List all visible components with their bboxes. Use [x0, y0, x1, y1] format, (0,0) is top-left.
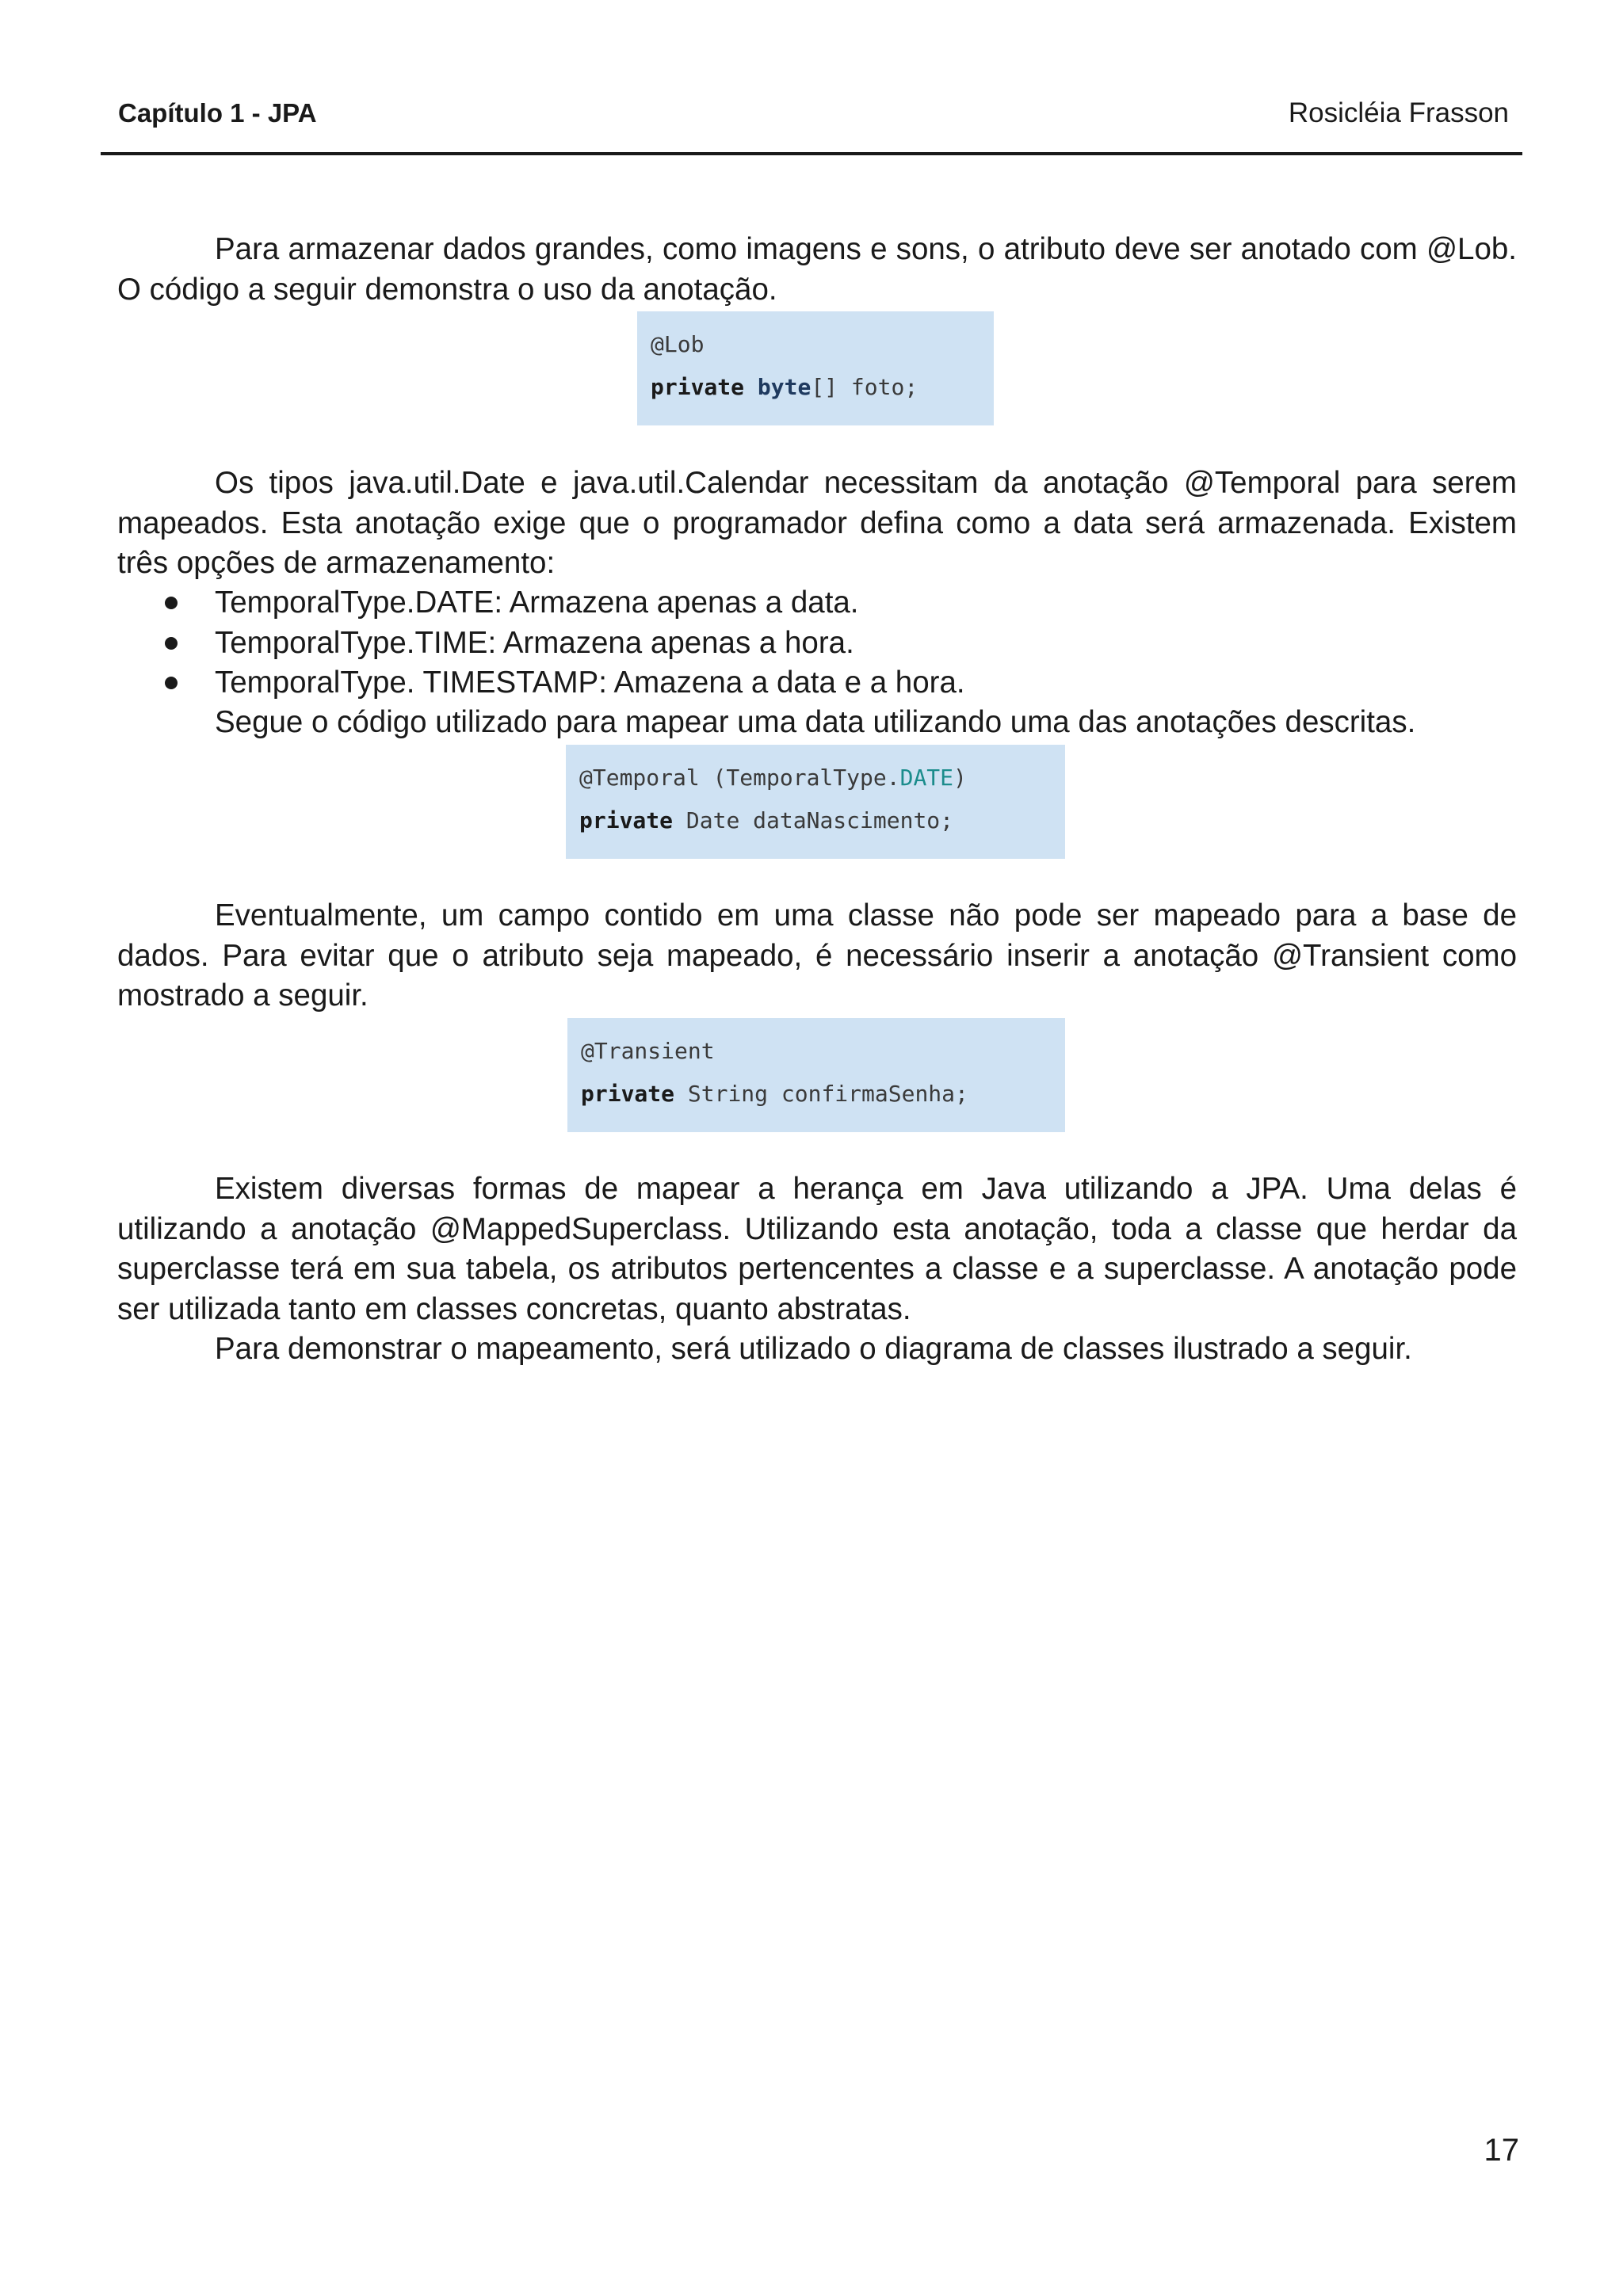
code-line — [579, 799, 1065, 842]
code-line — [581, 1030, 1065, 1073]
bullet-icon — [165, 677, 178, 689]
temporal-type-list — [117, 583, 1517, 704]
code-keyword: private — [581, 1081, 675, 1107]
paragraph-lob-intro: Para armazenar dados grandes, como imagens e sons, o atributo deve ser anotado com @Lob. O código a seguir demonstra o uso da anotação. — [117, 232, 1517, 307]
page-number: 17 — [1484, 2133, 1519, 2168]
code-block-lob — [637, 311, 994, 425]
code-block-temporal — [566, 745, 1065, 859]
code-line — [651, 366, 994, 409]
code-text: ) — [953, 765, 967, 791]
list-item — [117, 624, 1517, 664]
list-item — [117, 583, 1517, 624]
code-type: byte — [757, 374, 812, 400]
code-rest: Date dataNascimento; — [673, 807, 954, 833]
code-text: (TemporalType. — [699, 765, 900, 791]
paragraph-transient-intro: Eventualmente, um campo contido em uma classe não pode ser mapeado para a base de dados. Para evitar que o atributo seja mapeado, é necessário inserir a anotação @Transient como mostrado a seguir. — [117, 898, 1517, 1013]
code-line — [651, 323, 994, 366]
list-item — [117, 663, 1517, 704]
code-line — [579, 757, 1065, 799]
code-rest: [] foto; — [811, 374, 918, 400]
bullet-icon — [165, 637, 178, 650]
paragraph-temporal-follow: Segue o código utilizado para mapear uma data utilizando uma das anotações descritas. — [215, 705, 1416, 739]
paragraph-inheritance-intro: Existem diversas formas de mapear a herança em Java utilizando a JPA. Uma delas é utilizando a anotação @MappedSuperclass. Utilizando esta anotação, toda a classe que herdar da superclasse terá em sua tabela, os atributos pertencentes a classe e a superclasse. A anotação pode ser utilizada tanto em classes concretas, quanto abstratas. — [117, 1172, 1517, 1326]
paragraph-temporal-intro: Os tipos java.util.Date e java.util.Calendar necessitam da anotação @Temporal para serem mapeados. Esta anotação exige que o programador defina como a data será armazenada. Existem três opções de armazenamento: — [117, 466, 1517, 580]
bullet-icon — [165, 597, 178, 609]
code-keyword: private — [651, 374, 745, 400]
code-keyword: private — [579, 807, 674, 833]
code-constant: DATE — [899, 765, 954, 791]
paragraph-diagram-intro: Para demonstrar o mapeamento, será utilizado o diagrama de classes ilustrado a seguir. — [215, 1332, 1412, 1366]
list-item-text: TemporalType. TIMESTAMP: Amazena a data e a hora. — [215, 666, 965, 700]
code-rest: String confirmaSenha; — [674, 1081, 968, 1107]
author-name: Rosicléia Frasson — [1288, 97, 1509, 128]
page-header — [101, 95, 1522, 155]
chapter-title: Capítulo 1 - JPA — [118, 98, 317, 128]
code-block-transient — [567, 1018, 1065, 1132]
code-annotation: @Transient — [581, 1038, 715, 1064]
list-item-text: TemporalType.DATE: Armazena apenas a data. — [215, 585, 859, 620]
code-annotation: @Lob — [651, 331, 705, 357]
code-line — [581, 1073, 1065, 1116]
code-annotation: @Temporal — [579, 765, 700, 791]
list-item-text: TemporalType.TIME: Armazena apenas a hora. — [215, 625, 854, 660]
